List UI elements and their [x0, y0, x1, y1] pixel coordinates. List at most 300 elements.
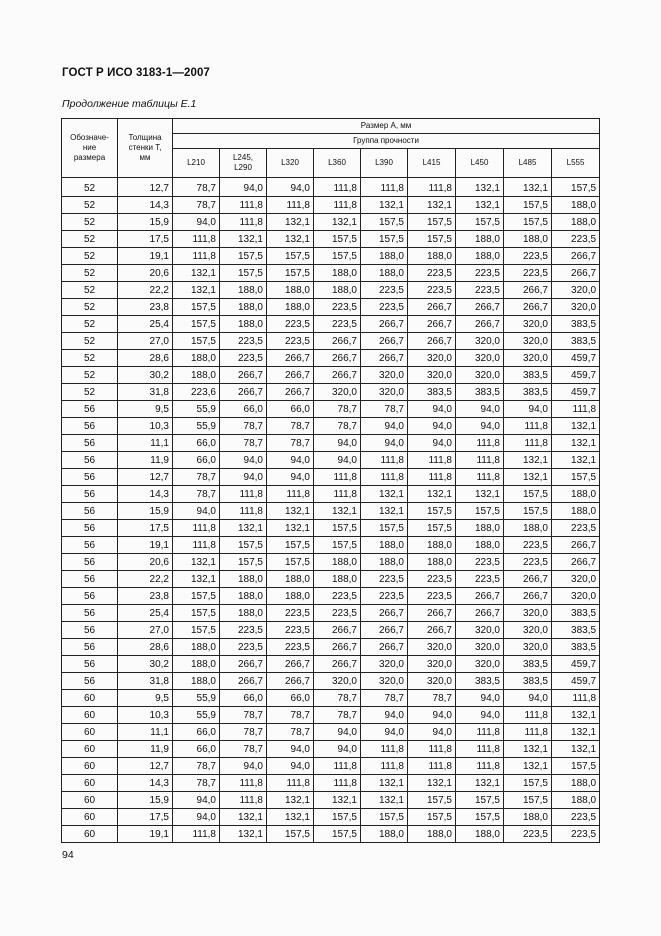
- size-cell: 157,5: [504, 775, 552, 792]
- designation-cell: 52: [62, 316, 118, 333]
- thickness-cell: 22,2: [118, 282, 173, 299]
- thickness-cell: 12,7: [118, 469, 173, 486]
- size-cell: 157,5: [408, 214, 456, 231]
- size-cell: 66,0: [220, 690, 267, 707]
- size-cell: 94,0: [314, 724, 361, 741]
- size-cell: 383,5: [456, 673, 504, 690]
- thickness-cell: 30,2: [118, 367, 173, 384]
- size-cell: 132,1: [456, 486, 504, 503]
- size-cell: 157,5: [314, 248, 361, 265]
- size-cell: 111,8: [220, 197, 267, 214]
- size-cell: 94,0: [173, 792, 220, 809]
- size-cell: 132,1: [361, 486, 408, 503]
- size-cell: 157,5: [173, 316, 220, 333]
- size-cell: 266,7: [504, 282, 552, 299]
- size-cell: 266,7: [314, 622, 361, 639]
- thickness-cell: 10,3: [118, 418, 173, 435]
- size-cell: 223,5: [361, 282, 408, 299]
- size-cell: 320,0: [361, 673, 408, 690]
- size-cell: 188,0: [456, 520, 504, 537]
- size-cell: 132,1: [552, 724, 600, 741]
- size-cell: 157,5: [314, 231, 361, 248]
- table-row: [62, 231, 600, 248]
- col-header-strength-group: Группа прочности: [173, 134, 600, 149]
- size-cell: 66,0: [173, 435, 220, 452]
- thickness-cell: 25,4: [118, 605, 173, 622]
- size-cell: 266,7: [504, 588, 552, 605]
- thickness-cell: 11,1: [118, 435, 173, 452]
- size-cell: 459,7: [552, 367, 600, 384]
- size-cell: 223,5: [267, 333, 314, 350]
- table-row: [62, 367, 600, 384]
- table-row: [62, 554, 600, 571]
- size-cell: 111,8: [314, 178, 361, 197]
- size-cell: 111,8: [267, 486, 314, 503]
- table-row: [62, 316, 600, 333]
- size-cell: 320,0: [456, 333, 504, 350]
- designation-cell: 52: [62, 214, 118, 231]
- size-cell: 383,5: [504, 384, 552, 401]
- size-cell: 132,1: [504, 178, 552, 197]
- size-cell: 111,8: [267, 775, 314, 792]
- size-cell: 94,0: [314, 452, 361, 469]
- thickness-cell: 25,4: [118, 316, 173, 333]
- size-cell: 55,9: [173, 401, 220, 418]
- size-cell: 157,5: [220, 554, 267, 571]
- thickness-cell: 9,5: [118, 690, 173, 707]
- size-cell: 157,5: [220, 265, 267, 282]
- designation-cell: 56: [62, 656, 118, 673]
- size-cell: 188,0: [504, 520, 552, 537]
- designation-cell: 52: [62, 367, 118, 384]
- thickness-cell: 11,1: [118, 724, 173, 741]
- thickness-cell: 11,9: [118, 741, 173, 758]
- size-cell: 223,5: [456, 571, 504, 588]
- size-cell: 132,1: [173, 282, 220, 299]
- size-cell: 266,7: [361, 622, 408, 639]
- size-cell: 459,7: [552, 384, 600, 401]
- table-row: [62, 486, 600, 503]
- size-cell: 94,0: [267, 178, 314, 197]
- size-cell: 188,0: [314, 265, 361, 282]
- size-cell: 78,7: [173, 758, 220, 775]
- table-row: [62, 571, 600, 588]
- size-cell: 266,7: [267, 350, 314, 367]
- size-cell: 188,0: [504, 809, 552, 826]
- size-cell: 111,8: [314, 775, 361, 792]
- thickness-cell: 17,5: [118, 520, 173, 537]
- size-cell: 157,5: [173, 333, 220, 350]
- thickness-cell: 14,3: [118, 486, 173, 503]
- size-cell: 111,8: [173, 248, 220, 265]
- size-cell: 111,8: [314, 197, 361, 214]
- thickness-cell: 31,8: [118, 384, 173, 401]
- size-cell: 157,5: [220, 248, 267, 265]
- size-cell: 266,7: [408, 316, 456, 333]
- size-cell: 132,1: [220, 231, 267, 248]
- size-cell: 266,7: [408, 622, 456, 639]
- size-cell: 94,0: [220, 758, 267, 775]
- size-cell: 266,7: [361, 333, 408, 350]
- table-row: [62, 673, 600, 690]
- size-cell: 266,7: [552, 537, 600, 554]
- table-row: [62, 741, 600, 758]
- size-cell: 320,0: [361, 656, 408, 673]
- size-cell: 320,0: [504, 333, 552, 350]
- size-cell: 223,5: [220, 622, 267, 639]
- size-cell: 132,1: [552, 741, 600, 758]
- size-cell: 223,5: [267, 639, 314, 656]
- size-cell: 320,0: [408, 639, 456, 656]
- size-cell: 132,1: [361, 792, 408, 809]
- size-cell: 266,7: [314, 333, 361, 350]
- table-row: [62, 265, 600, 282]
- size-cell: 132,1: [504, 758, 552, 775]
- size-cell: 157,5: [267, 248, 314, 265]
- size-cell: 223,5: [361, 588, 408, 605]
- size-cell: 223,5: [314, 316, 361, 333]
- size-cell: 223,5: [220, 333, 267, 350]
- table-row: [62, 758, 600, 775]
- size-cell: 223,5: [408, 265, 456, 282]
- size-cell: 320,0: [408, 656, 456, 673]
- size-cell: 188,0: [408, 537, 456, 554]
- table-row: [62, 503, 600, 520]
- size-cell: 132,1: [552, 418, 600, 435]
- size-cell: 111,8: [456, 435, 504, 452]
- grade-header: L555: [552, 149, 600, 178]
- size-cell: 132,1: [173, 265, 220, 282]
- size-cell: 111,8: [552, 690, 600, 707]
- size-cell: 157,5: [504, 197, 552, 214]
- size-cell: 111,8: [456, 724, 504, 741]
- size-cell: 132,1: [552, 435, 600, 452]
- size-cell: 111,8: [408, 758, 456, 775]
- document-title: ГОСТ Р ИСО 3183-1—2007: [62, 67, 210, 79]
- designation-cell: 60: [62, 741, 118, 758]
- size-cell: 111,8: [456, 741, 504, 758]
- size-cell: 188,0: [314, 554, 361, 571]
- size-cell: 157,5: [173, 588, 220, 605]
- designation-cell: 56: [62, 673, 118, 690]
- table-row: [62, 639, 600, 656]
- size-cell: 94,0: [456, 401, 504, 418]
- grade-header: L390: [361, 149, 408, 178]
- thickness-cell: 19,1: [118, 826, 173, 843]
- size-cell: 94,0: [361, 418, 408, 435]
- size-cell: 188,0: [220, 571, 267, 588]
- size-cell: 66,0: [173, 741, 220, 758]
- size-cell: 78,7: [220, 741, 267, 758]
- size-cell: 94,0: [267, 469, 314, 486]
- table-row: [62, 418, 600, 435]
- size-cell: 157,5: [220, 537, 267, 554]
- col-header-designation: [62, 119, 118, 178]
- size-cell: 132,1: [456, 775, 504, 792]
- size-cell: 132,1: [361, 197, 408, 214]
- size-cell: 132,1: [220, 520, 267, 537]
- size-cell: 266,7: [267, 384, 314, 401]
- col-header-size: Размер A, мм: [173, 119, 600, 134]
- size-cell: 223,5: [504, 248, 552, 265]
- designation-cell: 60: [62, 775, 118, 792]
- size-cell: 78,7: [314, 707, 361, 724]
- size-cell: 78,7: [267, 418, 314, 435]
- designation-cell: 56: [62, 401, 118, 418]
- designation-cell: 52: [62, 333, 118, 350]
- table-header: [62, 119, 600, 178]
- size-cell: 132,1: [267, 231, 314, 248]
- size-cell: 320,0: [456, 350, 504, 367]
- size-cell: 320,0: [504, 639, 552, 656]
- size-cell: 188,0: [173, 350, 220, 367]
- size-cell: 157,5: [552, 758, 600, 775]
- size-cell: 188,0: [173, 367, 220, 384]
- size-cell: 223,5: [408, 282, 456, 299]
- size-cell: 94,0: [408, 707, 456, 724]
- size-cell: 78,7: [173, 197, 220, 214]
- size-cell: 111,8: [408, 178, 456, 197]
- size-cell: 223,5: [408, 571, 456, 588]
- grade-header: L320: [267, 149, 314, 178]
- size-cell: 94,0: [173, 503, 220, 520]
- size-cell: 78,7: [314, 418, 361, 435]
- size-cell: 78,7: [267, 435, 314, 452]
- size-cell: 188,0: [173, 673, 220, 690]
- table-row: [62, 299, 600, 316]
- size-cell: 320,0: [456, 656, 504, 673]
- size-cell: 188,0: [361, 265, 408, 282]
- size-cell: 111,8: [361, 741, 408, 758]
- size-cell: 132,1: [267, 520, 314, 537]
- designation-cell: 60: [62, 809, 118, 826]
- size-cell: 223,5: [456, 554, 504, 571]
- designation-cell: 56: [62, 554, 118, 571]
- table-row: [62, 178, 600, 197]
- size-cell: 55,9: [173, 418, 220, 435]
- designation-cell: 52: [62, 282, 118, 299]
- size-cell: 266,7: [314, 350, 361, 367]
- size-cell: 157,5: [267, 265, 314, 282]
- size-cell: 188,0: [267, 588, 314, 605]
- size-cell: 188,0: [552, 486, 600, 503]
- size-cell: 111,8: [456, 469, 504, 486]
- size-cell: 94,0: [408, 418, 456, 435]
- table-row: [62, 656, 600, 673]
- size-cell: 266,7: [220, 673, 267, 690]
- table-row: [62, 214, 600, 231]
- size-cell: 320,0: [408, 673, 456, 690]
- size-cell: 320,0: [504, 605, 552, 622]
- size-cell: 78,7: [220, 418, 267, 435]
- size-cell: 157,5: [408, 809, 456, 826]
- size-cell: 94,0: [456, 690, 504, 707]
- size-cell: 111,8: [173, 520, 220, 537]
- size-cell: 94,0: [267, 452, 314, 469]
- designation-cell: 52: [62, 350, 118, 367]
- table-row: [62, 537, 600, 554]
- size-cell: 132,1: [408, 197, 456, 214]
- size-cell: 223,6: [173, 384, 220, 401]
- thickness-cell: 27,0: [118, 333, 173, 350]
- size-cell: 157,5: [456, 809, 504, 826]
- size-cell: 94,0: [504, 690, 552, 707]
- size-cell: 132,1: [456, 178, 504, 197]
- size-cell: 132,1: [456, 197, 504, 214]
- size-cell: 223,5: [456, 265, 504, 282]
- designation-cell: 52: [62, 248, 118, 265]
- size-cell: 78,7: [314, 401, 361, 418]
- size-cell: 266,7: [504, 571, 552, 588]
- size-cell: 266,7: [267, 656, 314, 673]
- size-cell: 320,0: [456, 367, 504, 384]
- size-cell: 383,5: [552, 639, 600, 656]
- size-cell: 188,0: [220, 588, 267, 605]
- table-caption: Продолжение таблицы Е.1: [62, 98, 197, 110]
- size-cell: 132,1: [361, 503, 408, 520]
- size-cell: 266,7: [456, 588, 504, 605]
- size-cell: 111,8: [173, 826, 220, 843]
- size-cell: 94,0: [456, 418, 504, 435]
- size-cell: 188,0: [314, 282, 361, 299]
- table-row: [62, 588, 600, 605]
- thickness-cell: 15,9: [118, 503, 173, 520]
- size-cell: 188,0: [552, 197, 600, 214]
- grade-header: L415: [408, 149, 456, 178]
- designation-cell: 56: [62, 469, 118, 486]
- thickness-cell: 30,2: [118, 656, 173, 673]
- size-cell: 157,5: [267, 554, 314, 571]
- size-cell: 132,1: [314, 503, 361, 520]
- size-cell: 111,8: [267, 197, 314, 214]
- size-cell: 94,0: [267, 741, 314, 758]
- size-cell: 266,7: [220, 384, 267, 401]
- size-cell: 266,7: [361, 639, 408, 656]
- size-cell: 132,1: [173, 554, 220, 571]
- size-cell: 266,7: [314, 367, 361, 384]
- data-table: [61, 118, 600, 843]
- size-cell: 78,7: [220, 707, 267, 724]
- designation-cell: 56: [62, 520, 118, 537]
- thickness-cell: 14,3: [118, 775, 173, 792]
- size-cell: 157,5: [267, 826, 314, 843]
- size-cell: 157,5: [267, 537, 314, 554]
- size-cell: 266,7: [408, 605, 456, 622]
- size-cell: 94,0: [361, 435, 408, 452]
- size-cell: 78,7: [408, 690, 456, 707]
- size-cell: 188,0: [361, 554, 408, 571]
- size-cell: 223,5: [314, 605, 361, 622]
- thickness-cell: 20,6: [118, 265, 173, 282]
- size-cell: 188,0: [220, 316, 267, 333]
- size-cell: 78,7: [314, 690, 361, 707]
- size-cell: 94,0: [314, 741, 361, 758]
- size-cell: 266,7: [552, 265, 600, 282]
- size-cell: 132,1: [552, 707, 600, 724]
- size-cell: 223,5: [314, 299, 361, 316]
- size-cell: 383,5: [504, 673, 552, 690]
- size-cell: 111,8: [408, 452, 456, 469]
- thickness-cell: 12,7: [118, 178, 173, 197]
- size-cell: 383,5: [552, 333, 600, 350]
- designation-cell: 60: [62, 707, 118, 724]
- size-cell: 223,5: [361, 571, 408, 588]
- size-cell: 157,5: [504, 214, 552, 231]
- size-cell: 188,0: [220, 299, 267, 316]
- designation-cell: 52: [62, 197, 118, 214]
- size-cell: 157,5: [456, 503, 504, 520]
- designation-cell: 56: [62, 571, 118, 588]
- thickness-cell: 10,3: [118, 707, 173, 724]
- size-cell: 266,7: [314, 656, 361, 673]
- size-cell: 66,0: [267, 401, 314, 418]
- size-cell: 188,0: [456, 231, 504, 248]
- size-cell: 266,7: [552, 554, 600, 571]
- size-cell: 157,5: [314, 520, 361, 537]
- size-cell: 223,5: [220, 350, 267, 367]
- size-cell: 266,7: [361, 316, 408, 333]
- size-cell: 188,0: [456, 826, 504, 843]
- size-cell: 132,1: [267, 809, 314, 826]
- size-cell: 111,8: [504, 435, 552, 452]
- thickness-cell: 28,6: [118, 350, 173, 367]
- size-cell: 320,0: [552, 299, 600, 316]
- thickness-cell: 19,1: [118, 537, 173, 554]
- size-cell: 188,0: [361, 537, 408, 554]
- size-cell: 157,5: [314, 826, 361, 843]
- size-cell: 266,7: [314, 639, 361, 656]
- thickness-cell: 12,7: [118, 758, 173, 775]
- table-row: [62, 197, 600, 214]
- size-cell: 266,7: [456, 299, 504, 316]
- thickness-cell: 28,6: [118, 639, 173, 656]
- size-cell: 157,5: [504, 792, 552, 809]
- size-cell: 157,5: [173, 299, 220, 316]
- size-cell: 111,8: [173, 537, 220, 554]
- size-cell: 188,0: [173, 639, 220, 656]
- size-cell: 157,5: [314, 537, 361, 554]
- size-cell: 55,9: [173, 707, 220, 724]
- table-row: [62, 401, 600, 418]
- thickness-cell: 14,3: [118, 197, 173, 214]
- size-cell: 188,0: [173, 656, 220, 673]
- size-cell: 111,8: [408, 741, 456, 758]
- designation-cell: 56: [62, 486, 118, 503]
- size-cell: 188,0: [408, 248, 456, 265]
- designation-cell: 56: [62, 418, 118, 435]
- size-cell: 223,5: [267, 605, 314, 622]
- designation-cell: 60: [62, 826, 118, 843]
- size-cell: 111,8: [456, 758, 504, 775]
- size-cell: 223,5: [456, 282, 504, 299]
- size-cell: 78,7: [267, 707, 314, 724]
- table-row: [62, 707, 600, 724]
- size-cell: 132,1: [408, 486, 456, 503]
- size-cell: 266,7: [361, 605, 408, 622]
- size-cell: 94,0: [408, 724, 456, 741]
- size-cell: 132,1: [173, 571, 220, 588]
- size-cell: 157,5: [361, 520, 408, 537]
- size-cell: 78,7: [267, 724, 314, 741]
- designation-cell: 60: [62, 724, 118, 741]
- size-cell: 111,8: [361, 178, 408, 197]
- size-cell: 94,0: [361, 707, 408, 724]
- size-cell: 188,0: [361, 826, 408, 843]
- size-cell: 223,5: [361, 299, 408, 316]
- size-cell: 157,5: [456, 792, 504, 809]
- col-header-thickness: [118, 119, 173, 178]
- grade-header: L245, L290: [220, 149, 267, 178]
